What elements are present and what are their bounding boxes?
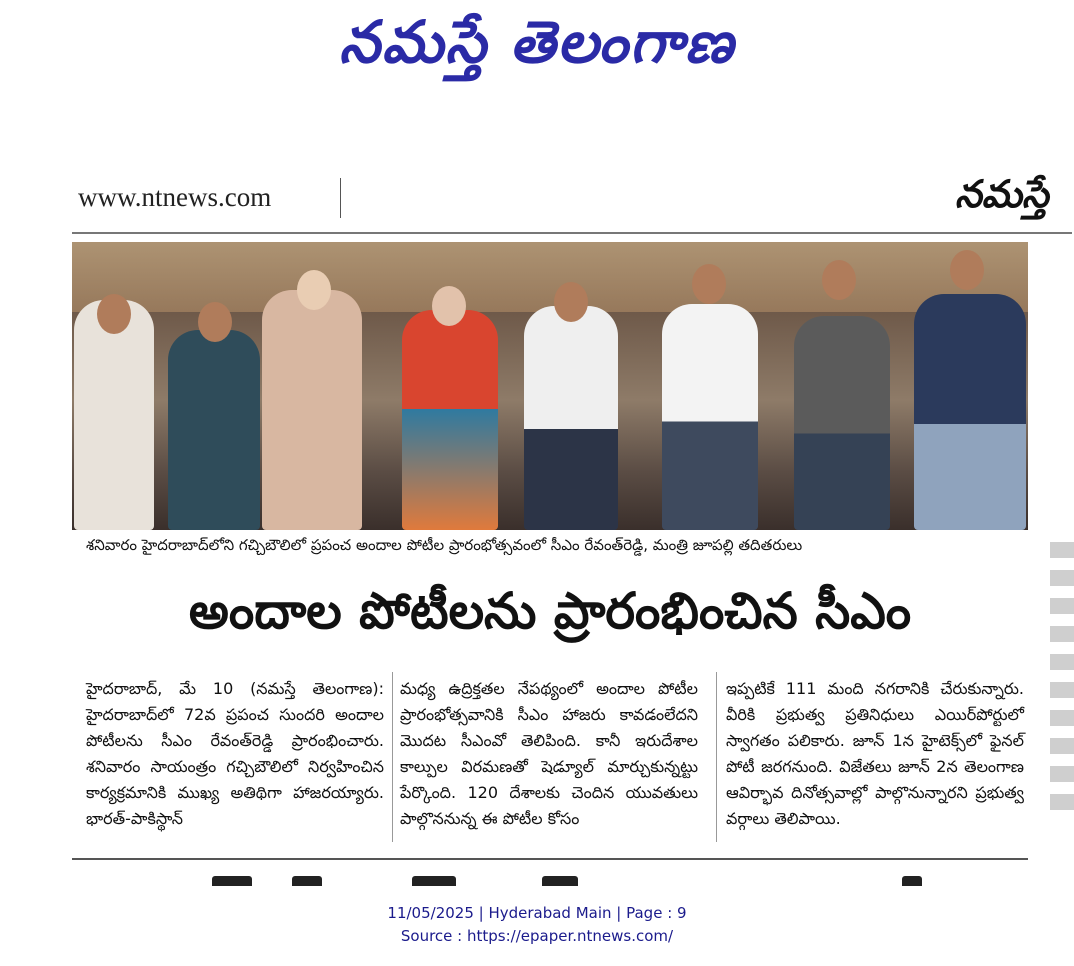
- person-head: [554, 282, 588, 322]
- person-figure: [402, 310, 498, 530]
- adjacent-column-edge: [1050, 530, 1074, 890]
- person-head: [822, 260, 856, 300]
- person-figure: [262, 290, 362, 530]
- website-url: www.ntnews.com: [78, 182, 272, 212]
- person-head: [692, 264, 726, 304]
- person-head: [198, 302, 232, 342]
- column-divider: [716, 672, 717, 842]
- event-photo: [72, 242, 1028, 530]
- photo-caption: శనివారం హైదరాబాద్‌లోని గచ్చిబౌలిలో ప్రపంచ అందాల పోటీల ప్రారంభోత్సవంలో సీఎం రేవంత్‌రెడ్డి, మంత్రి జూపల్లి తదితరులు: [86, 536, 803, 554]
- article-column-3: ఇప్పటికే 111 మంది నగరానికి చేరుకున్నారు. వీరికి ప్రభుత్వ ప్రతినిధులు ఎయిర్‌పోర్టులో స్వాగతం పలికారు. జూన్ 1న హైటెక్స్‌లో ఫైనల్ పోటీ జరగనుంది. విజేతలు జూన్ 2న తెలంగాణ ఆవిర్భావ దినోత్సవాల్లో పాల్గొనున్నారని ప్రభుత్వ వర్గాలు తెలిపాయి.: [726, 679, 1024, 828]
- person-figure: [74, 300, 154, 530]
- person-head: [432, 286, 466, 326]
- clipped-next-headline: [72, 866, 1028, 886]
- person-figure: [794, 316, 890, 530]
- footer-date-edition: 11/05/2025 | Hyderabad Main | Page : 9: [387, 904, 687, 922]
- column-divider: [392, 672, 393, 842]
- article-column-2: మధ్య ఉద్రిక్తతల నేపథ్యంలో అందాల పోటీల ప్రారంభోత్సవానికి సీఎం హాజరు కావడంలేదని మొదట సీఎంవో తెలిపింది. కానీ ఇరుదేశాల కాల్పుల విరమణతో షెడ్యూల్ మార్చుకున్నట్టు పేర్కొంది. 120 దేశాలకు చెందిన యువతులు పాల్గొననున్న ఈ పోటీల కోసం: [400, 679, 698, 828]
- header-rule: [72, 232, 1072, 234]
- article-column-1: హైదరాబాద్, మే 10 (నమస్తే తెలంగాణ): హైదరాబాద్‌లో 72వ ప్రపంచ సుందరి అందాల పోటీలను సీఎం రేవంత్‌రెడ్డి ప్రారంభించారు. శనివారం సాయంత్రం గచ్చిబౌలిలో నిర్వహించిన కార్యక్రమానికి ముఖ్య అతిథిగా హాజరయ్యారు. భారత్-పాకిస్థాన్: [86, 679, 384, 828]
- person-head: [297, 270, 331, 310]
- page-footer: [0, 902, 1074, 948]
- person-figure: [914, 294, 1026, 530]
- masthead-logo: నమస్తే తెలంగాణ: [339, 8, 735, 76]
- article-bottom-rule: [72, 858, 1028, 860]
- masthead-partial: నమస్తే: [955, 172, 1049, 216]
- person-figure: [168, 330, 260, 530]
- footer-source[interactable]: Source : https://epaper.ntnews.com/: [400, 927, 674, 945]
- person-figure: [524, 306, 618, 530]
- person-figure: [662, 304, 758, 530]
- person-head: [950, 250, 984, 290]
- person-head: [97, 294, 131, 334]
- article-headline: అందాల పోటీలను ప్రారంభించిన సీఎం: [188, 582, 912, 640]
- header-divider: [340, 178, 341, 218]
